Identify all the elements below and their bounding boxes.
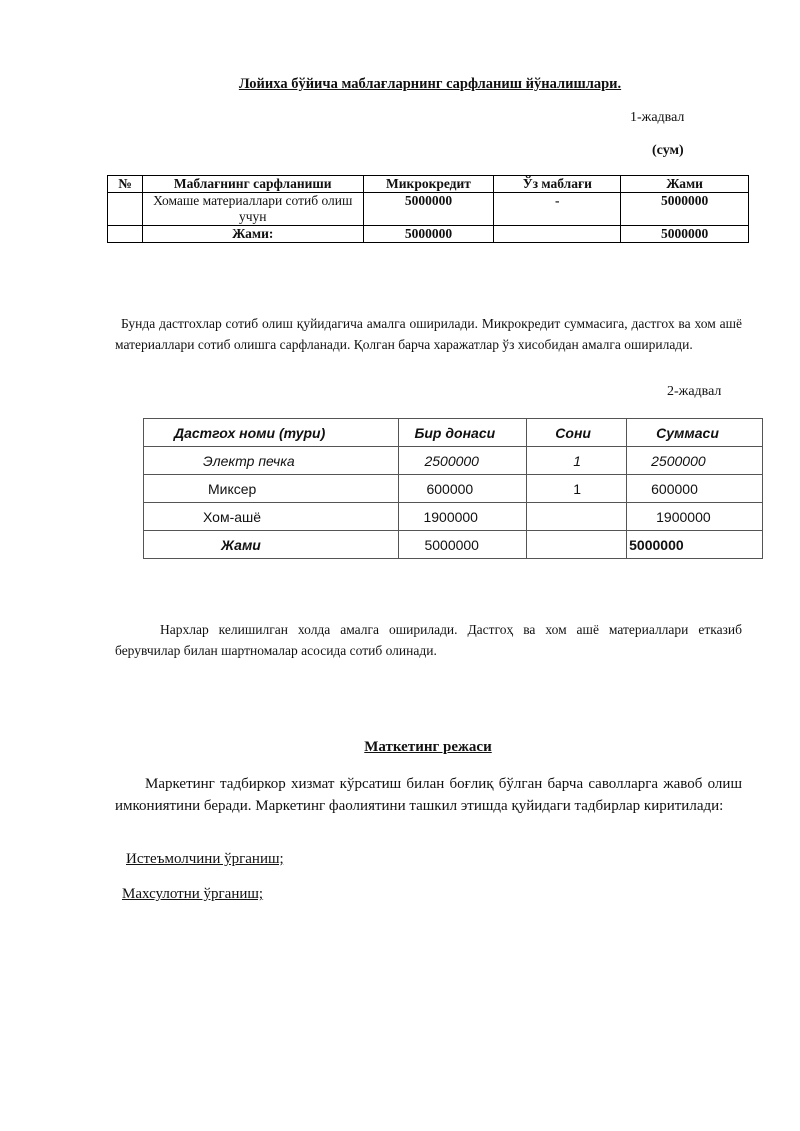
section-heading: Маткетинг режаси <box>364 739 492 755</box>
table-cell: 2500000 <box>627 447 763 475</box>
table-cell: Жами <box>144 531 399 559</box>
table-header-cell: Бир донаси <box>399 419 527 447</box>
table-row <box>108 193 749 226</box>
table1-unit: (сум) <box>652 143 684 158</box>
table-header-cell: Микрокредит <box>363 176 494 193</box>
table-cell: Хом-ашё <box>144 503 399 531</box>
paragraph-3: Маркетинг тадбиркор хизмат кўрсатиш билан боғлиқ бўлган барча саволларга жавоб олиш имкониятини беради. Маркетинг фаолиятини ташкил этишда қуйидаги тадбирлар киритилади: <box>115 776 742 814</box>
table-cell: 2500000 <box>399 447 527 475</box>
table-cell <box>108 193 143 226</box>
document-title: Лойиха бўйича маблағларнинг сарфланиш йўналишлари. <box>238 76 622 92</box>
paragraph-2: Нархлар келишилган холда амалга оширилади. Дастгоҳ ва хом ашё материаллари етказиб берувчилар билан шартномалар асосида сотиб олинади. <box>115 622 742 658</box>
table-total-row <box>144 531 763 559</box>
table-header-cell: Жами <box>621 176 749 193</box>
list-item: Истеъмолчини ўрганиш; <box>126 851 284 867</box>
table-cell: 1900000 <box>399 503 527 531</box>
table-header-row <box>108 176 749 193</box>
list-item: Махсулотни ўрганиш; <box>122 886 264 902</box>
table-header-cell: Суммаси <box>627 419 763 447</box>
table-cell <box>527 503 627 531</box>
table-cell: 5000000 <box>363 226 494 243</box>
table-header-cell: Сони <box>527 419 627 447</box>
table-cell: 600000 <box>627 475 763 503</box>
table-cell: Миксер <box>144 475 399 503</box>
paragraph-1: Бунда дастгохлар сотиб олиш қуйидагича амалга оширилади. Микрокредит суммасига, дастгох ва хом ашё материаллари сотиб олишга сарфланади. Қолган барча харажатлар ўз хисобидан амалга оширилади. <box>115 316 742 352</box>
table-cell: 5000000 <box>363 193 494 226</box>
table-cell: Хомаше материаллари сотиб олиш учун <box>142 193 363 226</box>
table-cell: Электр печка <box>144 447 399 475</box>
table-row <box>144 447 763 475</box>
table-cell: 1900000 <box>627 503 763 531</box>
table-cell: 5000000 <box>621 193 749 226</box>
table-header-row <box>144 419 763 447</box>
table-cell: Жами: <box>142 226 363 243</box>
table-cell: - <box>494 193 621 226</box>
table-cell <box>108 226 143 243</box>
table-header-cell: Маблағнинг сарфланиши <box>142 176 363 193</box>
table-cell: 1 <box>527 447 627 475</box>
table-cell: 5000000 <box>621 226 749 243</box>
table-cell: 5000000 <box>399 531 527 559</box>
table1-caption: 1-жадвал <box>630 110 685 125</box>
table-header-cell: Ўз маблағи <box>494 176 621 193</box>
table-cell: 1 <box>527 475 627 503</box>
table-cell <box>527 531 627 559</box>
table-cell: 5000000 <box>627 531 763 559</box>
table-header-cell: Дастгох номи (тури) <box>144 419 399 447</box>
equipment-table <box>143 418 763 559</box>
table-total-row <box>108 226 749 243</box>
table2-caption: 2-жадвал <box>667 384 722 399</box>
table-header-cell: № <box>108 176 143 193</box>
table-row <box>144 503 763 531</box>
table-cell <box>494 226 621 243</box>
table-cell: 600000 <box>399 475 527 503</box>
funding-table <box>107 175 749 243</box>
table-row <box>144 475 763 503</box>
